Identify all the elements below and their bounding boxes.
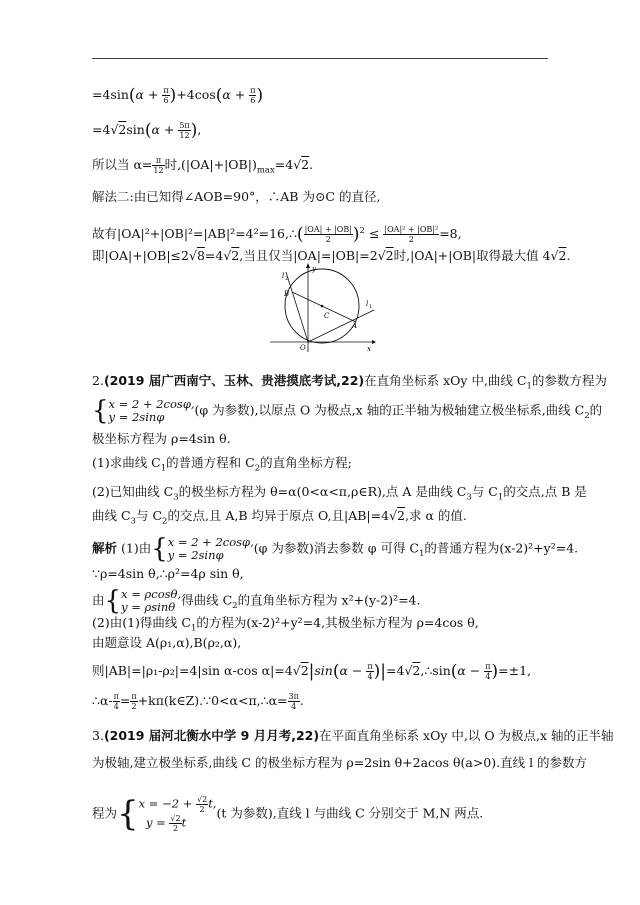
svg-text:2: 2 [285, 276, 289, 282]
question-2-part-2: (2)已知曲线 $C_3$的极坐标方程为 θ=α(0<α<π,ρ∈R),点 A 是曲线 $C_3$与 $C_1$的交点,点 B 是 [92, 484, 587, 503]
question-3-line-2: 为极轴,建立极坐标系,曲线 C 的极坐标方程为 ρ=2sin θ+2acos θ(a>0).直线 l 的参数方 [92, 755, 588, 770]
eq-line-2: =4√2sin(α + $\frac{5\pi}{12}$ ), [92, 120, 202, 141]
method-two-line: 解法二:由已知得∠AOB=90°，∴AB 为⊙C 的直径, [92, 189, 381, 204]
question-3-line-3: 程为{x = −2 + $\frac{√2}{2}$ t, y = $\frac{√2}{2}$ t(t 为参数),直线 l 与曲线 C 分别交于 M,N 两点. [92, 794, 484, 834]
solution-line-1: 解析 (1)由{x = 2 + 2cosφ, y = 2sinφ (φ 为参数)消去参数 φ 可得 $C_1$的普通方程为(x-2)²+y²=4. [92, 534, 579, 564]
question-2-part-1: (1)求曲线 $C_1$的普通方程和 $C_2$的直角坐标方程; [92, 455, 352, 474]
svg-text:y: y [312, 265, 316, 273]
question-2-header: 2.(2019 届广西南宁、玉林、贵港摸底考试,22)在直角坐标系 xOy 中,曲线 $C_1$的参数方程为 [92, 373, 607, 392]
svg-text:B: B [284, 290, 290, 298]
max-value-line: 即|OA|+|OB|≤2√8=4√2,当且仅当|OA|=|OB|=2√2时,|OA|+|OB|取得最大值 4√2. [92, 248, 571, 263]
solution-line-6: 则|AB|=|ρ₁-ρ₂|=4|sin α-cos α|=4√2|sin(α − $\frac{\pi}{4}$ )|=4√2,∴sin(α − $\frac{\pi}{4}$ )=±1, [92, 661, 532, 682]
question-2-line-2: {x = 2 + 2cosφ, y = 2sinφ (φ 为参数),以原点 O 为极点,x 轴的正半轴为极轴建立极坐标系,曲线 $C_2$的 [92, 396, 603, 426]
inequality-line: 故有|OA|²+|OB|²=|AB|²=4²=16,∴( $\frac{|OA| + |OB|}{2}$ )$^2$ ≤ $\frac{\text{|OA|² + |OB|²}}{2}$ =8, [92, 224, 462, 245]
question-3-header: 3.(2019 届河北衡水中学 9 月月考,22)在平面直角坐标系 xOy 中,以 O 为极点,x 轴的正半轴 [92, 728, 614, 743]
svg-text:l: l [366, 300, 369, 308]
solution-line-5: 由题意设 A(ρ₁,α),B(ρ₂,α), [92, 635, 242, 650]
svg-text:l: l [282, 272, 285, 280]
question-2-line-3: 极坐标方程为 ρ=4sin θ. [92, 431, 231, 446]
solution-line-3: 由{x = ρcosθ, y = ρsinθ 得曲线 $C_2$的直角坐标方程为 x²+(y-2)²=4. [92, 586, 421, 616]
svg-text:1: 1 [369, 304, 373, 310]
svg-text:A: A [352, 322, 358, 330]
solution-line-7: ∴α- $\frac{\pi}{4}$ = $\frac{\pi}{2}$ +kπ(k∈Z).∵0<α<π,∴α= $\frac{3\pi}{4}$ . [92, 692, 304, 711]
question-2-part-2-cont: 曲线 $C_3$与 $C_2$的交点,且 A,B 均异于原点 O,且|AB|=4√2,求 α 的值. [92, 508, 467, 527]
circle-diagram [270, 262, 380, 352]
conclusion-line: 所以当 α= $\frac{\pi}{12}$ 时$,(|OA|+|OB|)_{max}=4√2$. [92, 156, 314, 176]
solution-line-4: (2)由(1)得曲线 $C_1$的方程为(x-2)²+y²=4,其极坐标方程为 ρ=4cos θ, [92, 615, 479, 634]
svg-text:C: C [324, 312, 330, 320]
svg-text:O: O [300, 344, 306, 352]
svg-text:x: x [367, 345, 371, 352]
line-l2 [286, 272, 308, 342]
eq-line-1: =4sin(α + $\frac{\pi}{6}$ )+4cos(α + $\frac{\pi}{6}$ ) [92, 85, 264, 106]
solution-line-2: ∵ρ=4sin θ,∴ρ²=4ρ sin θ, [92, 566, 244, 581]
header-rule [92, 58, 548, 59]
